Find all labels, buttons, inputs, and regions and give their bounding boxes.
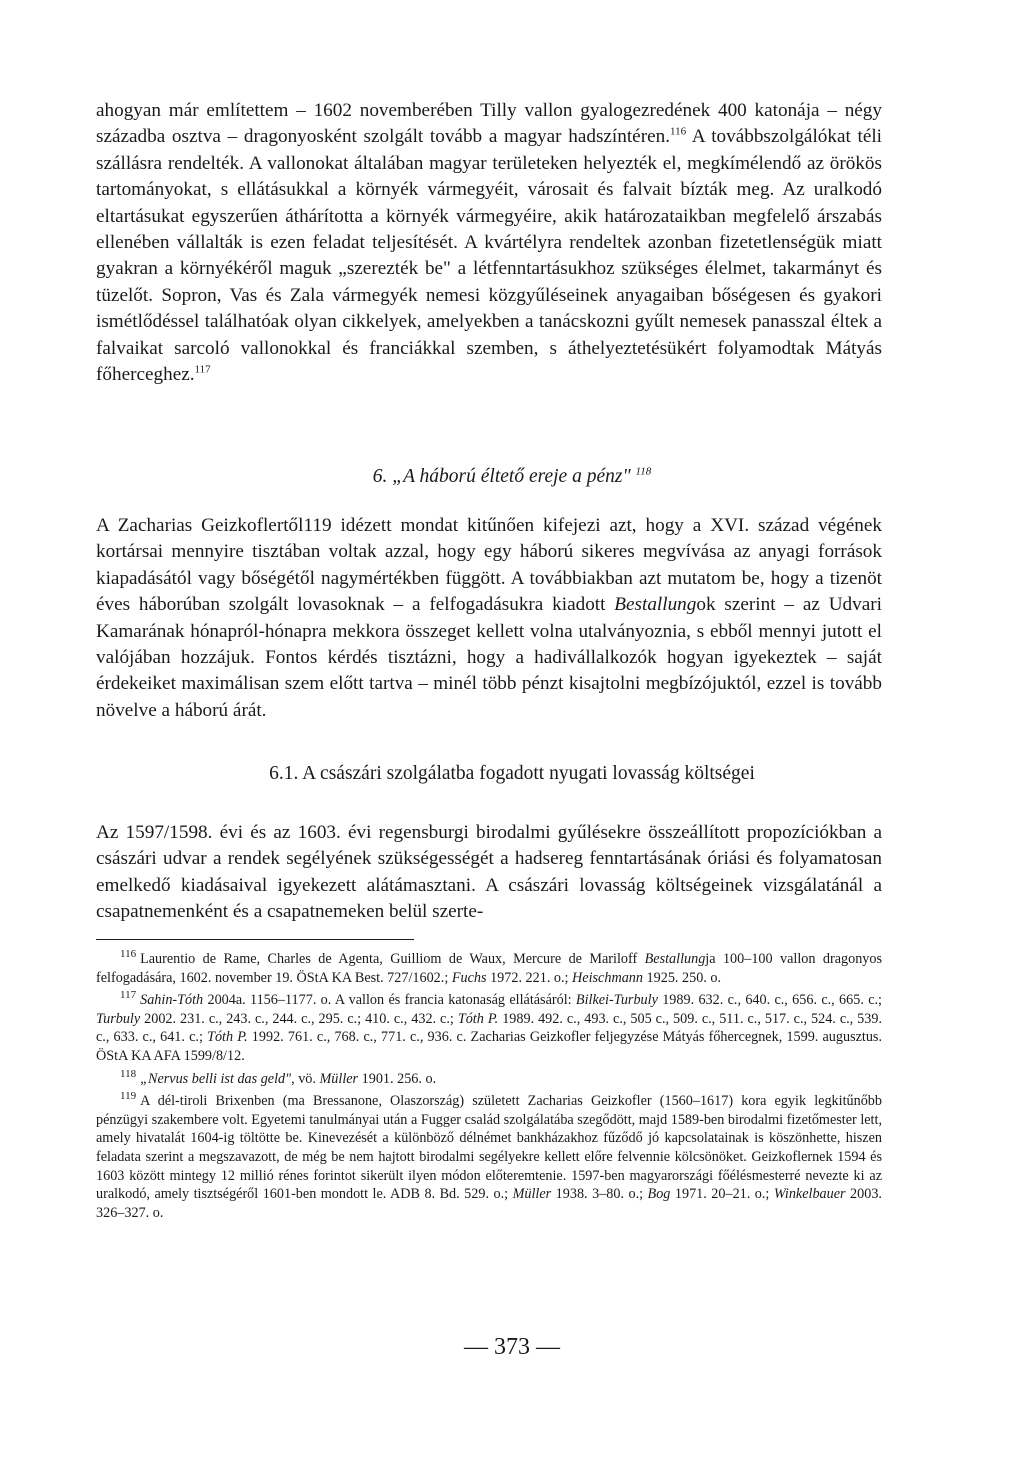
footnote-italic: Tóth P. [457, 1010, 499, 1027]
footnote-text: 2003. 326–327. o. [96, 1186, 882, 1221]
footnote-119 [96, 1092, 882, 1222]
footnote-ref-116: 116 [670, 126, 687, 139]
page-number: — 373 — [464, 1334, 560, 1360]
footnotes [96, 950, 882, 1226]
footnote-118 [96, 1067, 882, 1089]
footnote-text: , vö. [291, 1070, 320, 1087]
footnote-text: 1901. 256. o. [358, 1070, 437, 1087]
footnote-italic: Bilkei-Turbuly [575, 992, 658, 1009]
footnote-text: 1992. 761. c., 768. c., 771. c., 936. c. Zacharias Geizkofler feljegyzése Mátyás főhercegnek, 1599. augusztus. ÖStA KA AFA 1599/8/12. [96, 1029, 882, 1064]
paragraph-1-text-b: A továbbszolgálókat téli szállásra rendelték. A vallonokat általában magyar területeken helyezték el, megkímélendő az örökös tartományokat, s ellátásukkal a környék vármegyéit, városait és falvait bízták meg. Az uralkodó eltartásukat egyszerűen áthárította a környék vármegyéire, akik határozataikban megfelelő árszabás ellenében vállalták is ezen feladat teljesítését. A kvártélyra rendeltek azonban fizetetlenségük miatt gyakran a környékéről maguk „szerezték be" a létfenntartásukhoz szükséges élelmet, takarmányt és tüzelőt. Sopron, Vas és Zala vármegyék nemesi közgyűléseinek anyagaiban bőségesen és gyakori ismétlődéssel találhatóak olyan cikkelyek, amelyekben a tanácskozni gyűlt nemesek panasszal éltek a falvaikat sarcoló vallonokkal és franciákkal szemben, s áthelyeztetésükért folyamodtak Mátyás főherceghez. [96, 126, 882, 386]
footnote-italic: Bog [647, 1186, 671, 1203]
footnote-text: 1972. 221. o.; [486, 969, 573, 986]
footnote-text: 1989. 632. c., 640. c., 656. c., 665. c.; [657, 992, 882, 1009]
footnote-number: 117 [120, 989, 137, 1002]
paragraph-1-text-a: ahogyan már említettem – 1602 novemberében Tilly vallon gyalogezredének 400 katonája – négy századba osztva – dragonyosként szolgált tovább a magyar hadszíntéren. [96, 100, 882, 148]
paragraph-2-text-b: ok szerint – az Udvari Kamarának hónapról-hónapra mekkora összeget kellett volna utalványoznia, s ebből mennyi jutott el valójában hozzájuk. Fontos kérdés tisztázni, hogy a hadivállalkozók hogyan igyekeztek – saját érdekeiket maximálisan szem előtt tartva – minél több pénzt kisajtolni megbízójuktól, ezzel is tovább növelve a háború árát. [96, 594, 882, 721]
footnote-italic: Winkelbauer [773, 1186, 846, 1203]
footnote-text: A dél-tiroli Brixenben (ma Bressanone, Olaszország) született Zacharias Geizkofler (1560–1617) kora egyik legkitűnőbb pénzügyi szakembere volt. Egyetemi tanulmányai után a Fugger család szolgálatába szegődött, majd 1589-ben birodalmi fizetőmester lett, amely hivatalát 1604-ig töltötte be. Kinevezését a különböző délnémet bankházakhoz fűződő jó kapcsolatainak is köszönhette, hiszen feladata szerint a megszavazott, de még be nem hajtott birodalmi segélyekre kellett előre felvennie kölcsönöket. Geizkoflernek 1594 és 1603 között mintegy 12 millió rénes forintot sikerült ilyen módon előteremtenie. 1597-ben magyarországi főélésmesterré nevezte ki az uralkodó, amely tisztségéről 1601-ben mondott le. ADB 8. Bd. 529. o.; [96, 1093, 882, 1203]
footnote-text: 2002. 231. c., 243. c., 244. c., 295. c.; 410. c., 432. c.; [140, 1010, 458, 1027]
paragraph-2-text-a: A Zacharias Geizkoflertől119 idézett mondat kitűnően kifejezi azt, hogy a XVI. század végének kortársai mennyire tisztában voltak azzal, hogy egy háború sikeres megvívása az anyagi források kiapadásától vagy bőségétől nagymértékben függött. A továbbiakban azt mutatom be, hogy a tizenöt éves háborúban szolgált lovasoknak – a felfogadásukra kiadott [96, 515, 882, 616]
footnote-text: ja 100–100 vallon dragonyos felfogadására, 1602. november 19. ÖStA KA Best. 727/1602.; [96, 951, 882, 986]
footnote-number: 118 [120, 1067, 137, 1080]
paragraph-2-italic: Bestallung [614, 594, 697, 616]
footnote-text: 1938. 3–80. o.; [551, 1186, 648, 1203]
footnote-116 [96, 950, 882, 987]
footnote-text: Laurentio de Rame, Charles de Agenta, Guilliom de Waux, Mercure de Mariloff [140, 951, 645, 967]
footnote-text: 1925. 250. o. [642, 969, 722, 986]
footnote-italic: Müller [319, 1070, 359, 1087]
footnote-divider [96, 939, 414, 940]
footnote-italic: Fuchs [451, 969, 487, 986]
section-heading [0, 466, 1024, 488]
section-heading-text: 6. „A háború éltető ereje a pénz" [372, 466, 631, 487]
footnote-number: 119 [120, 1090, 137, 1103]
footnote-number: 116 [120, 948, 137, 961]
footnote-italic: Müller [512, 1186, 552, 1203]
footnote-italic: Heischmann [572, 969, 643, 986]
footnote-italic: „Nervus belli ist das geld" [140, 1070, 292, 1087]
paragraph-1 [96, 98, 882, 388]
footnote-117 [96, 991, 882, 1065]
footnote-italic: Bestallung [644, 951, 706, 967]
footnote-italic: Sahin-Tóth [140, 992, 204, 1009]
footnote-italic: Tóth P. [207, 1029, 248, 1046]
paragraph-3: Az 1597/1598. évi és az 1603. évi regensburgi birodalmi gyűlésekre összeállított propozíciókban a császári udvar a rendek segélyének szükségességét a hadsereg fenntartásának óriási és folyamatosan emelkedő kiadásaival igyekezett alátámasztani. A császári lovasság költségeinek vizsgálatánál a csapatnemenként és a csapatnemeken belül szerte- [96, 822, 882, 923]
subsection-heading: 6.1. A császári szolgálatba fogadott nyugati lovasság költségei [269, 763, 755, 784]
footnote-text: 1971. 20–21. o.; [670, 1186, 774, 1203]
paragraph-2 [96, 513, 882, 724]
footnote-italic: Turbuly [96, 1010, 141, 1027]
footnote-ref-117: 117 [194, 363, 211, 376]
footnote-text: 2004a. 1156–1177. o. A vallon és francia katonaság ellátásáról: [203, 992, 576, 1009]
footnote-text: 1989. 492. c., 493. c., 505 c., 509. c., 511. c., 517. c., 524. c., 539. c., 633. c., 641. c.; [96, 1010, 883, 1046]
footnote-ref-118: 118 [635, 465, 652, 478]
